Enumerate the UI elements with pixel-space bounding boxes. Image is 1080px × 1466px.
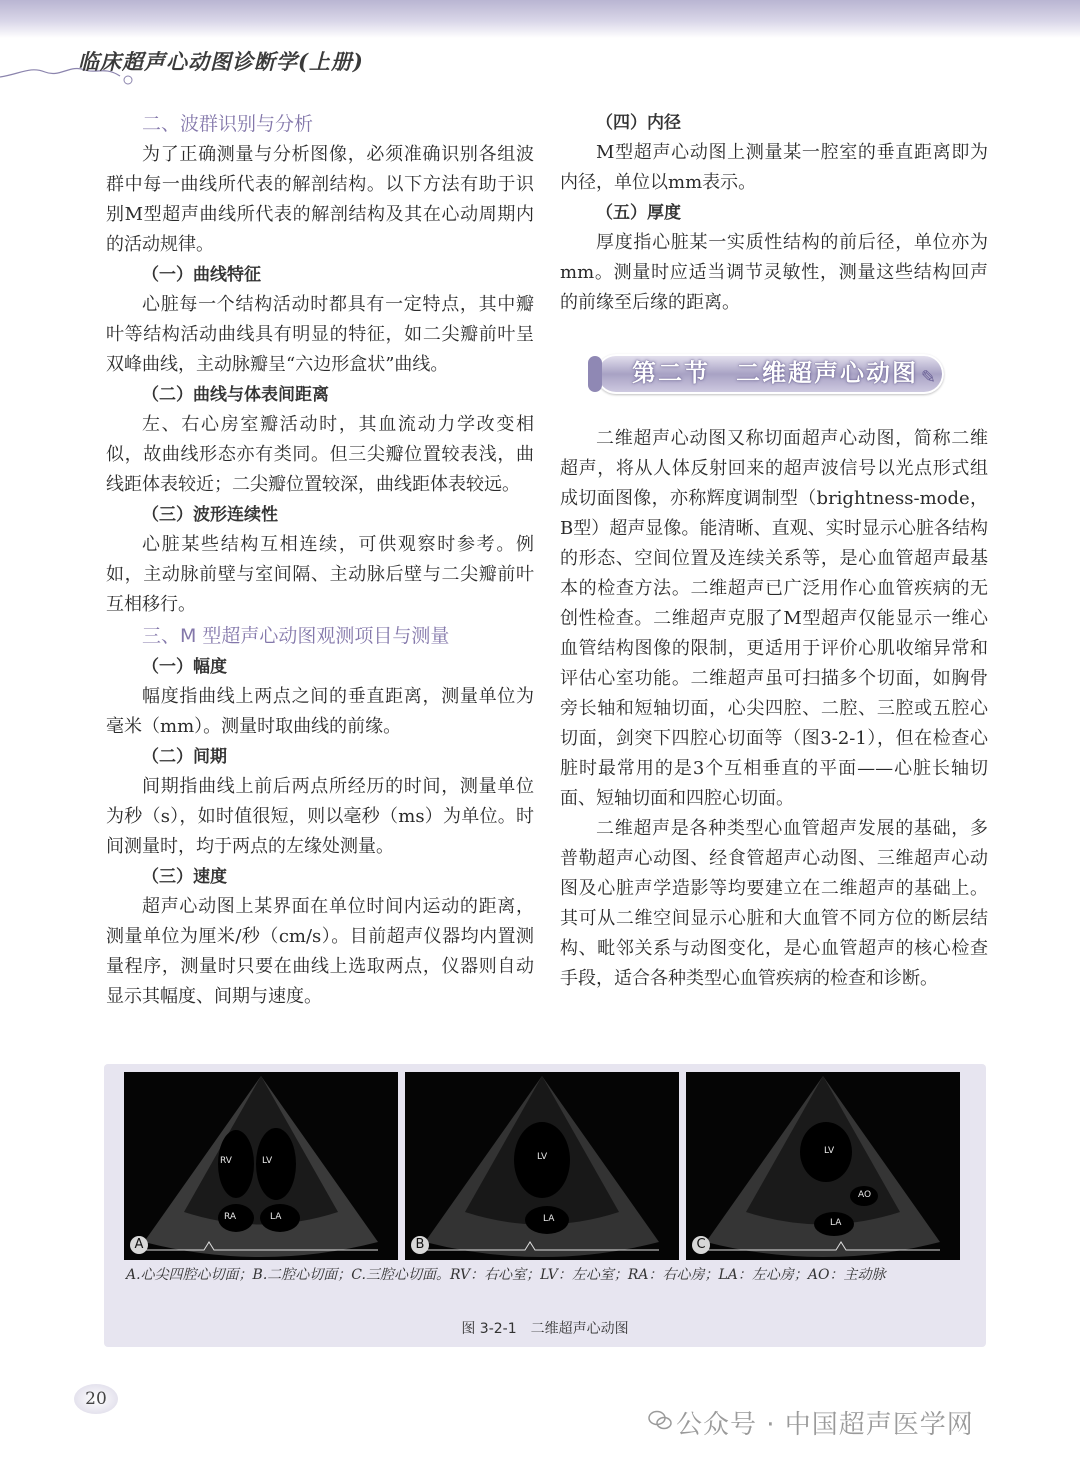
ultrasound-fan-c (686, 1072, 960, 1260)
section-banner (596, 354, 944, 394)
banner-cap (588, 356, 602, 392)
label-lv: LV (262, 1156, 273, 1166)
para-interval: 间期指曲线上前后两点所经历的时间，测量单位为秒（s），如时值很短，则以毫秒（ms）为单位。时间测量时，均于两点的左缘处测量。 (106, 776, 534, 857)
para-amplitude: 幅度指曲线上两点之间的垂直距离，测量单位为毫米（mm）。测量时取曲线的前缘。 (106, 686, 534, 737)
ultrasound-fan-a (124, 1072, 398, 1260)
para-diameter: M型超声心动图上测量某一腔室的垂直距离即为内径，单位以mm表示。 (560, 142, 988, 193)
label-la: LA (543, 1214, 555, 1224)
label-rv: RV (220, 1156, 232, 1166)
para-speed: 超声心动图上某界面在单位时间内运动的距离，测量单位为厘米/秒（cm/s）。目前超声仪器均内置测量程序，测量时只要在曲线上选取两点，仪器则自动显示其幅度、间期与速度。 (106, 896, 534, 1007)
label-la: LA (830, 1218, 842, 1228)
panel-letter-a: A (130, 1236, 148, 1254)
panel-letter-c: C (692, 1236, 710, 1254)
label-ao: AO (858, 1190, 872, 1200)
label-la: LA (270, 1212, 282, 1222)
heading-curve-distance: （二）曲线与体表间距离 (142, 385, 329, 405)
heading-mmode: 三、M 型超声心动图观测项目与测量 (142, 625, 450, 647)
para-curve-distance: 左、右心房室瓣活动时，其血流动力学改变相似，故曲线形态亦有类同。但三尖瓣位置较表浅，曲线距体表较近；二尖瓣位置较深，曲线距体表较远。 (106, 414, 534, 495)
pen-icon: ✎ (920, 367, 936, 388)
para-thickness: 厚度指心脏某一实质性结构的前后径，单位亦为mm。测量时应适当调节灵敏性，测量这些结构回声的前缘至后缘的距离。 (560, 232, 988, 313)
para-2d-basis: 二维超声是各种类型心血管超声发展的基础，多普勒超声心动图、经食管超声心动图、三维超声心动图及心脏声学造影等均要建立在二维超声的基础上。其可从二维空间显示心脏和大血管不同方位的断层结构、毗邻关系与动图变化，是心血管超声的核心检查手段，适合各种类型心血管疾病的检查和诊断。 (560, 818, 988, 989)
header-band (0, 0, 1080, 38)
heading-curve-feature: （一）曲线特征 (142, 265, 261, 285)
figure-3-2-1 (104, 1064, 986, 1347)
right-column (560, 108, 988, 994)
para-continuity: 心脏某些结构互相连续，可供观察时参考。例如，主动脉前壁与室间隔、主动脉后壁与二尖瓣前叶互相移行。 (106, 534, 534, 615)
figure-caption-detail: A.心尖四腔心切面；B.二腔心切面；C.三腔心切面。RV：右心室；LV：左心室；RA：右心房；LA：左心房；AO：主动脉 (126, 1267, 886, 1283)
para-waves: 为了正确测量与分析图像，必须准确识别各组波群中每一曲线所代表的解剖结构。以下方法有助于识别M型超声曲线所代表的解剖结构及其在心动周期内的活动规律。 (106, 144, 534, 255)
page-number: 20 (74, 1384, 118, 1414)
panel-letter-b: B (411, 1236, 429, 1254)
ultrasound-fan-b (405, 1072, 679, 1260)
section-title: 第二节 二维超声心动图 (632, 358, 918, 387)
watermark: 公众号 · 中国超声医学网 (676, 1410, 974, 1440)
label-lv: LV (537, 1152, 548, 1162)
heading-waves: 二、波群识别与分析 (142, 113, 314, 135)
heading-speed: （三）速度 (142, 867, 227, 887)
echo-panel-a (124, 1072, 398, 1260)
left-column (106, 108, 534, 1012)
heading-thickness: （五）厚度 (596, 203, 681, 223)
heading-continuity: （三）波形连续性 (142, 505, 278, 525)
label-lv: LV (824, 1146, 835, 1156)
para-curve-feature: 心脏每一个结构活动时都具有一定特点，其中瓣叶等结构活动曲线具有明显的特征，如二尖瓣前叶呈双峰曲线，主动脉瓣呈“六边形盒状”曲线。 (106, 294, 534, 375)
heading-diameter: （四）内径 (596, 113, 681, 133)
heading-interval: （二）间期 (142, 747, 227, 767)
echo-panel-c (686, 1072, 960, 1260)
para-2d-intro: 二维超声心动图又称切面超声心动图，简称二维超声，将从人体反射回来的超声波信号以光点形式组成切面图像，亦称辉度调制型（brightness-mode，B型）超声显像。能清晰、直观、实时显示心脏各结构的形态、空间位置及连续关系等，是心血管超声最基本的检查方法。二维超声已广泛用作心血管疾病的无创性检查。二维超声克服了M型超声仅能显示一维心血管结构图像的限制，更适用于评价心肌收缩异常和评估心室功能。二维超声虽可扫描多个切面，如胸骨旁长轴和短轴切面，心尖四腔、二腔、三腔或五腔心切面，剑突下四腔心切面等（图3-2-1），但在检查心脏时最常用的是3个互相垂直的平面——心脏长轴切面、短轴切面和四腔心切面。 (560, 428, 988, 809)
label-ra: RA (224, 1212, 237, 1222)
echo-panel-b (405, 1072, 679, 1260)
wechat-icon (648, 1410, 672, 1430)
figure-title: 图 3-2-1 二维超声心动图 (461, 1321, 629, 1337)
heading-amplitude: （一）幅度 (142, 657, 227, 677)
book-title: 临床超声心动图诊断学(上册) (78, 49, 364, 74)
